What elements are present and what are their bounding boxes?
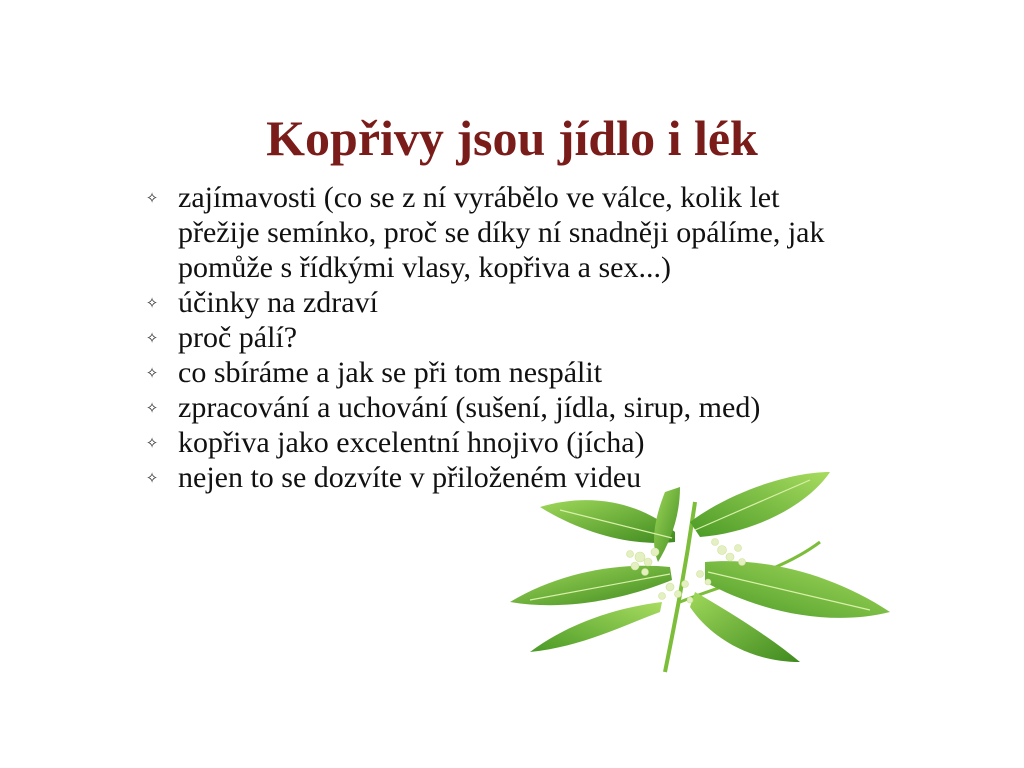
- bullet-icon: ✧: [145, 434, 159, 452]
- bullet-icon: ✧: [145, 469, 159, 487]
- list-item-text: nejen to se dozvíte v přiloženém videu: [178, 461, 642, 494]
- list-item-text: zajímavosti (co se z ní vyrábělo ve válce, kolik let přežije semínko, proč se díky ní snadněji opálíme, jak pomůže s řídkými vlasy, kopřiva a sex...): [178, 181, 825, 284]
- bullet-icon: ✧: [145, 294, 159, 312]
- bullet-icon: ✧: [145, 399, 159, 417]
- list-item-text: co sbíráme a jak se při tom nespálit: [178, 356, 603, 389]
- leaf: [705, 561, 890, 618]
- list-item-text: účinky na zdraví: [178, 286, 378, 319]
- bullet-list: [142, 180, 862, 495]
- list-item-text: kopřiva jako excelentní hnojivo (jícha): [178, 426, 645, 459]
- bullet-icon: ✧: [145, 189, 159, 207]
- list-item: [142, 180, 862, 285]
- list-item: [142, 355, 862, 390]
- leaf: [690, 472, 830, 537]
- list-item: [142, 320, 862, 355]
- list-item: [142, 425, 862, 460]
- bullet-icon: ✧: [145, 364, 159, 382]
- list-item: [142, 285, 862, 320]
- list-item-text: proč pálí?: [178, 321, 298, 354]
- bullet-icon: ✧: [145, 329, 159, 347]
- slide-title: Kopřivy jsou jídlo i lék: [266, 110, 758, 166]
- list-item: [142, 390, 862, 425]
- nettle-plant-icon: [490, 462, 910, 682]
- list-item-text: zpracování a uchování (sušení, jídla, sirup, med): [178, 391, 761, 424]
- leaf: [530, 602, 662, 652]
